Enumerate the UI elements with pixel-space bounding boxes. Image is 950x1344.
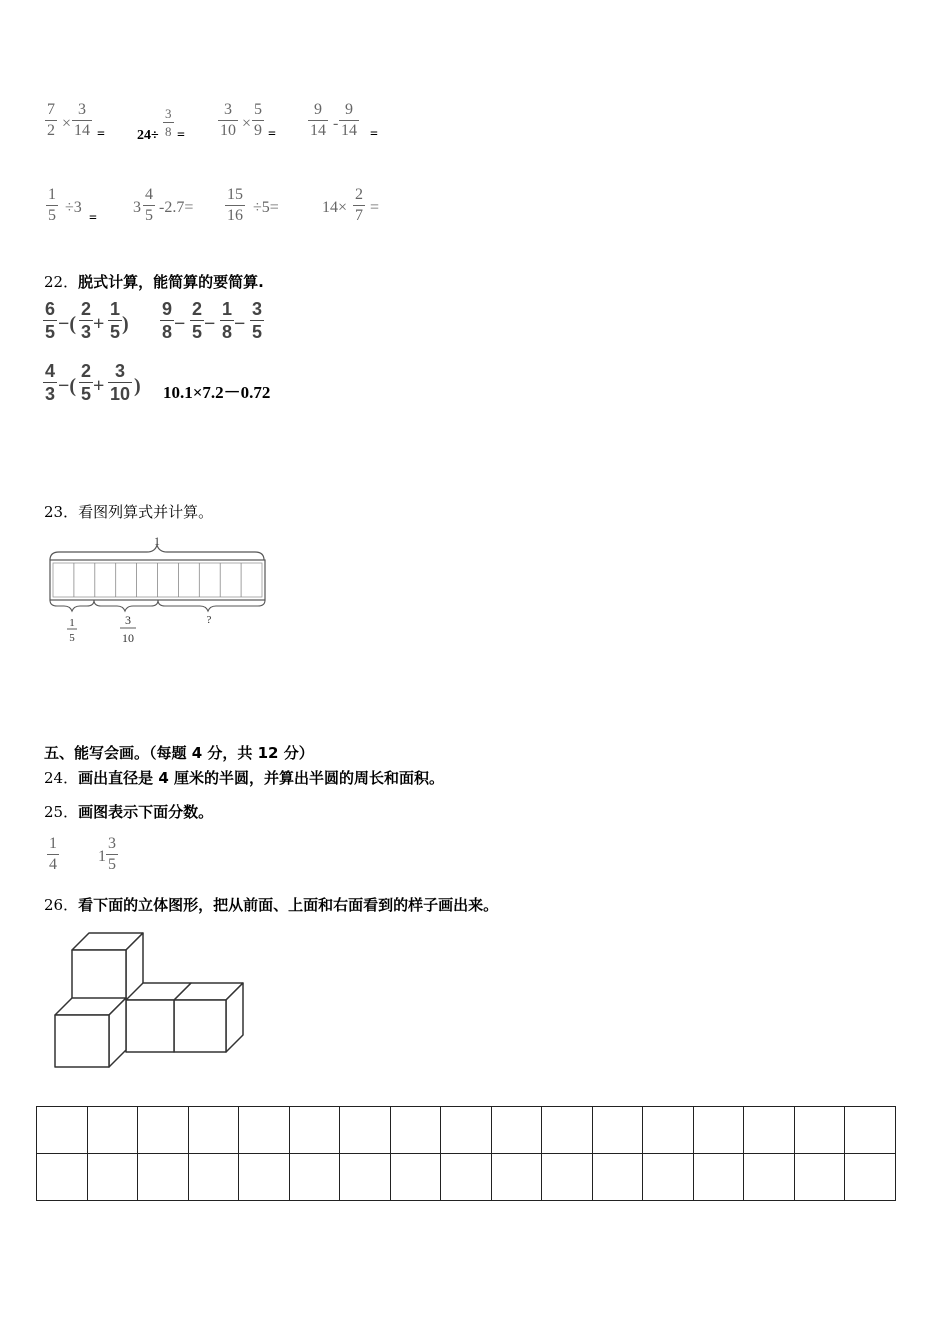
grid-cell [239, 1107, 290, 1154]
grid-cell [491, 1107, 542, 1154]
grid-cell [592, 1107, 643, 1154]
grid-cell [239, 1154, 290, 1201]
fraction-3-8: $\frac{3}{8}$ [165, 106, 172, 139]
grid-cell [693, 1154, 744, 1201]
equals-sign: = [89, 211, 97, 226]
question-26-title: 26．看下面的立体图形，把从前面、上面和右面看到的样子画出来。 [44, 896, 499, 914]
grid-cell [138, 1154, 189, 1201]
question-22-title: 22．脱式计算，能简算的要简算. [44, 273, 264, 291]
part1-den: 5 [69, 632, 75, 644]
grid-cell [87, 1107, 138, 1154]
grid-cell [542, 1107, 593, 1154]
minus-sign: - [333, 115, 339, 132]
grid-cell [794, 1107, 845, 1154]
grid-cell [542, 1154, 593, 1201]
grid-cell [794, 1154, 845, 1201]
fraction-5-9: $\frac{5}{9}$ [254, 101, 262, 139]
grid-cell [845, 1154, 896, 1201]
cube-stack-figure [50, 928, 250, 1073]
brace-part1 [50, 600, 94, 611]
expr-14-times: 14× [322, 199, 348, 216]
fraction-4-3: $\frac{4}{3}$ [45, 361, 56, 404]
fraction-2-5: $\frac{2}{5}$ [192, 299, 203, 342]
grid-cell [289, 1107, 340, 1154]
mixed-whole-3: 3 [133, 199, 141, 216]
fraction-2-7: $\frac{2}{7}$ [355, 186, 363, 224]
equals-sign: = [370, 199, 380, 216]
grid-cell [744, 1107, 795, 1154]
expr-minus-2.7: -2.7= [159, 199, 194, 216]
grid-cell [491, 1154, 542, 1201]
grid-cell [188, 1107, 239, 1154]
fraction-3-10: $\frac{3}{10}$ [220, 101, 236, 139]
fraction-1-8: $\frac{1}{8}$ [222, 299, 233, 342]
fraction-3-14: $\frac{3}{14}$ [74, 101, 90, 139]
equals-sign: = [268, 127, 276, 142]
fraction-4-5: $\frac{4}{5}$ [145, 186, 153, 224]
fraction-9-14: $\frac{9}{14}$ [310, 101, 326, 139]
grid-cell [441, 1107, 492, 1154]
section-5-title: 五、能写会画。（每题 4 分，共 12 分） [44, 744, 314, 762]
part3-unknown: ? [206, 614, 212, 626]
minus-open-paren: −( [58, 375, 77, 397]
plus-sign: + [93, 313, 105, 335]
fraction-9-8: $\frac{9}{8}$ [162, 299, 173, 342]
mixed-whole-1: 1 [98, 848, 106, 865]
equals-sign: = [177, 128, 185, 143]
part1-num: 1 [69, 617, 75, 629]
times-sign: × [242, 115, 252, 132]
grid-cell [340, 1107, 391, 1154]
minus-open-paren: −( [58, 313, 77, 335]
grid-cell [693, 1107, 744, 1154]
question-24: 24．画出直径是 4 厘米的半圆，并算出半圆的周长和面积。 [44, 769, 444, 787]
fraction-15-16: $\frac{15}{16}$ [227, 186, 243, 224]
grid-cell [390, 1154, 441, 1201]
close-paren: ) [134, 375, 141, 397]
grid-cell [37, 1154, 88, 1201]
part2-num: 3 [125, 613, 131, 627]
fraction-1-4: $\frac{1}{4}$ [49, 835, 57, 873]
grid-cell [340, 1154, 391, 1201]
brace-part3 [158, 600, 265, 611]
plus-sign: + [93, 375, 105, 397]
grid-cell [188, 1154, 239, 1201]
grid-row [37, 1107, 896, 1154]
minus-sign: − [174, 313, 186, 335]
fraction-3-5: $\frac{3}{5}$ [108, 835, 116, 873]
fraction-3-10: $\frac{3}{10}$ [110, 361, 131, 404]
expr-10.1-times-7.2: 10.1×7.2－0.72 [163, 383, 271, 402]
grid-cell [592, 1154, 643, 1201]
fraction-2-3: $\frac{2}{3}$ [81, 299, 92, 342]
grid-cell [744, 1154, 795, 1201]
bar-dividers [74, 563, 241, 597]
grid-cell [138, 1107, 189, 1154]
fraction-1-5: $\frac{1}{5}$ [110, 299, 121, 342]
grid-cell [845, 1107, 896, 1154]
equals-sign: = [97, 127, 105, 142]
question-23-title: 23．看图列算式并计算。 [44, 503, 214, 521]
grid-cell [441, 1154, 492, 1201]
question-25-title: 25．画图表示下面分数。 [44, 803, 214, 821]
grid-cell [37, 1107, 88, 1154]
part2-den: 10 [122, 631, 134, 645]
fraction-1-5: $\frac{1}{5}$ [48, 186, 56, 224]
grid-cell [643, 1154, 694, 1201]
minus-sign: − [234, 313, 246, 335]
answer-grid [36, 1106, 896, 1201]
equals-sign: = [370, 127, 378, 142]
brace-part2 [94, 600, 158, 611]
close-paren: ) [122, 313, 129, 335]
expr-24-div: 24÷ [137, 128, 159, 143]
grid-cell [289, 1154, 340, 1201]
minus-sign: − [204, 313, 216, 335]
total-label: 1 [154, 534, 160, 548]
grid-cell [643, 1107, 694, 1154]
fraction-2-5: $\frac{2}{5}$ [81, 361, 92, 404]
fraction-7-2: $\frac{7}{2}$ [47, 101, 55, 139]
grid-row [37, 1154, 896, 1201]
fraction-bar-diagram [45, 532, 275, 650]
fraction-3-5: $\frac{3}{5}$ [252, 299, 263, 342]
grid-cell [390, 1107, 441, 1154]
grid-cell [87, 1154, 138, 1201]
expr-div-5: ÷5= [253, 199, 279, 216]
times-sign: × [62, 115, 72, 132]
fraction-6-5: $\frac{6}{5}$ [45, 299, 56, 342]
fraction-9-14: $\frac{9}{14}$ [341, 101, 357, 139]
expr-div-3: ÷3 [65, 199, 82, 216]
